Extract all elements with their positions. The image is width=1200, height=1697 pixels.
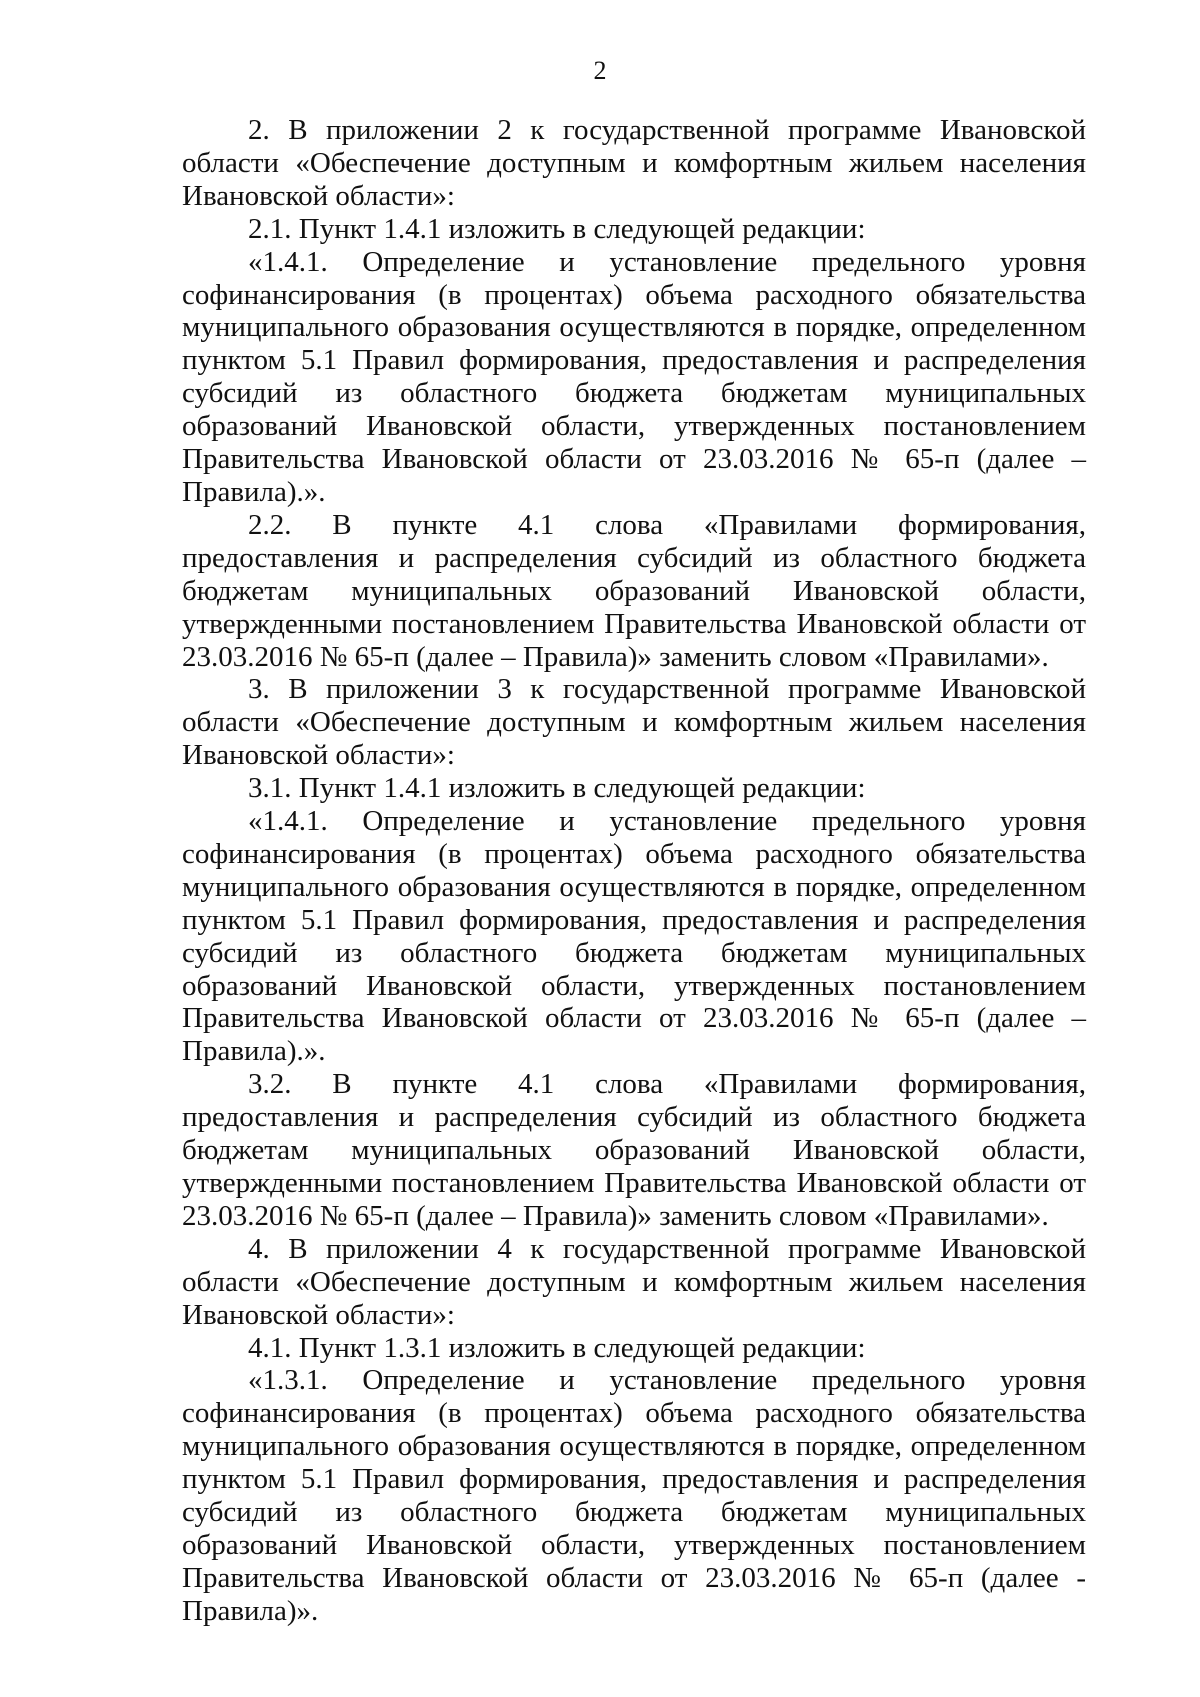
paragraph-2-2: 2.2. В пункте 4.1 слова «Правилами формирования, предоставления и распределения субсидий из областного бюджета бюджетам муниципальных образований Ивановской области, утвержденными постановлением Правительства Ивановской области от 23.03.2016 № 65-п (далее – Правила)» заменить словом «Правилами». <box>182 508 1086 673</box>
paragraph-3: 3. В приложении 3 к государственной программе Ивановской области «Обеспечение доступным и комфортным жильем населения Ивановской области»: <box>182 673 1086 772</box>
paragraph-3-2: 3.2. В пункте 4.1 слова «Правилами формирования, предоставления и распределения субсидий из областного бюджета бюджетам муниципальных образований Ивановской области, утвержденными постановлением Правительства Ивановской области от 23.03.2016 № 65-п (далее – Правила)» заменить словом «Правилами». <box>182 1068 1086 1232</box>
paragraph-4-1: 4.1. Пункт 1.3.1 изложить в следующей редакции: <box>248 1331 866 1364</box>
paragraph-3-1: 3.1. Пункт 1.4.1 изложить в следующей редакции: <box>248 772 866 805</box>
paragraph-2-1: 2.1. Пункт 1.4.1 изложить в следующей редакции: <box>248 212 866 245</box>
paragraph-2-1-quote: «1.4.1. Определение и установление предельного уровня софинансирования (в процентах) объема расходного обязательства муниципального образования осуществляются в порядке, определенном пунктом 5.1 Правил формирования, предоставления и распределения субсидий из областного бюджета бюджетам муниципальных образований Ивановской области, утвержденных постановлением Правительства Ивановской области от 23.03.2016 № 65-п (далее – Правила).». <box>182 245 1086 508</box>
paragraph-2: 2. В приложении 2 к государственной программе Ивановской области «Обеспечение доступным и комфортным жильем населения Ивановской области»: <box>182 114 1086 212</box>
paragraph-4-1-quote: «1.3.1. Определение и установление предельного уровня софинансирования (в процентах) объема расходного обязательства муниципального образования осуществляются в порядке, определенном пунктом 5.1 Правил формирования, предоставления и распределения субсидий из областного бюджета бюджетам муниципальных образований Ивановской области, утвержденных постановлением Правительства Ивановской области от 23.03.2016 № 65-п (далее - Правила)». <box>182 1364 1086 1627</box>
document-body <box>182 114 1086 1628</box>
paragraph-4: 4. В приложении 4 к государственной программе Ивановской области «Обеспечение доступным и комфортным жильем населения Ивановской области»: <box>182 1232 1086 1331</box>
paragraph-3-1-quote: «1.4.1. Определение и установление предельного уровня софинансирования (в процентах) объема расходного обязательства муниципального образования осуществляются в порядке, определенном пунктом 5.1 Правил формирования, предоставления и распределения субсидий из областного бюджета бюджетам муниципальных образований Ивановской области, утвержденных постановлением Правительства Ивановской области от 23.03.2016 № 65-п (далее – Правила).». <box>182 805 1086 1068</box>
page-number: 2 <box>593 56 607 85</box>
